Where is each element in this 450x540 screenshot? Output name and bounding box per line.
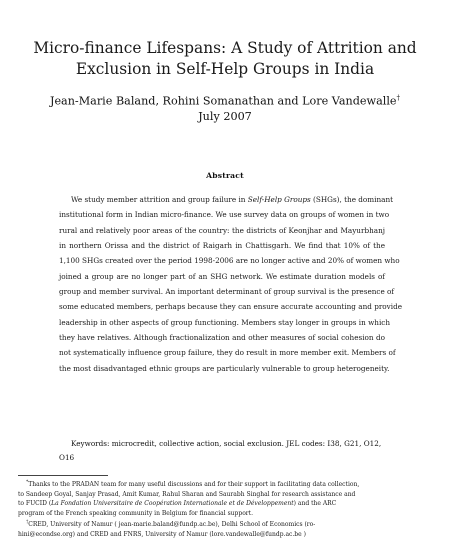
keywords-line-1: Keywords: microcredit, collective action, social exclusion. JEL codes: I38, G21, O12, — [71, 439, 382, 448]
paper-title — [0, 38, 450, 80]
title-line-1: Micro-finance Lifespans: A Study of Attrition and — [33, 39, 417, 57]
author-footnote-mark: † — [396, 94, 401, 102]
keywords — [59, 437, 385, 465]
footnote-1: *Thanks to the PRADAN team for many useful discussions and for their support in facilitating data collection, — [26, 480, 360, 488]
abstract-heading: Abstract — [206, 171, 244, 180]
abstract-line: 1,100 SHGs created over the period 1998-2006 are no longer active and 20% of women who — [59, 256, 400, 266]
abstract-line: some educated members, perhaps because they can ensure accurate accounting and provide — [59, 302, 403, 312]
abstract-line: the most disadvantaged ethnic groups are particularly vulnerable to group heterogeneity. — [59, 363, 390, 373]
abstract-line: institutional form in Indian micro-finance. We use survey data on groups of women in two — [59, 210, 390, 220]
footnote-2: †CRED, University of Namur ( jean-marie.baland@fundp.ac.be), Delhi School of Economics (ro- — [26, 520, 316, 529]
abstract-line: in northern Orissa and the district of Raigarh in Chattisgarh. We find that 10% of the — [59, 241, 385, 251]
footnote-rule — [18, 475, 108, 476]
footnotes — [18, 478, 434, 540]
title-line-2: Exclusion in Self-Help Groups in India — [75, 60, 375, 78]
abstract-line: joined a group are no longer part of an SHG network. We estimate duration models of — [59, 271, 385, 281]
footnote-1-cont: program of the French speaking community in Belgium for financial support. — [18, 509, 253, 517]
publication-date: July 2007 — [198, 110, 252, 123]
keywords-line-2: O16 — [59, 453, 75, 462]
abstract-body — [59, 192, 403, 376]
abstract-line: group and member survival. An important determinant of group survival is the presence of — [59, 287, 395, 297]
authors-text: Jean-Marie Baland, Rohini Somanathan and Lore Vandewalle — [49, 94, 397, 108]
abstract-line: they have relatives. Although fractionalization and other measures of social cohesion do — [59, 333, 385, 343]
footnote-1-cont: to FUCID (La Fondation Universitaire de Coopération Internationale et de Développement) and the ARC — [18, 500, 337, 508]
abstract-line: not systematically influence group failure, they do result in more member exit. Members of — [59, 348, 396, 358]
abstract-line: leadership in other aspects of group functioning. Members stay longer in groups in which — [59, 317, 391, 327]
footnote-2-cont: hini@econdse.org) and CRED and FNRS, University of Namur (lore.vandewalle@fundp.ac.be ) — [18, 530, 306, 538]
footnote-1-cont: to Sandeep Goyal, Sanjay Prasad, Amit Kumar, Rahul Sharan and Saurabh Singhal for research assistance and — [18, 490, 356, 498]
abstract-line: We study member attrition and group failure in Self-Help Groups (SHGs), the dominant — [71, 195, 394, 204]
abstract-line: rural and relatively poor areas of the country: the districts of Keonjhar and Mayurbhanj — [59, 225, 385, 235]
abstract-italic-term: Self-Help Groups — [247, 195, 311, 204]
author-list — [0, 91, 450, 109]
